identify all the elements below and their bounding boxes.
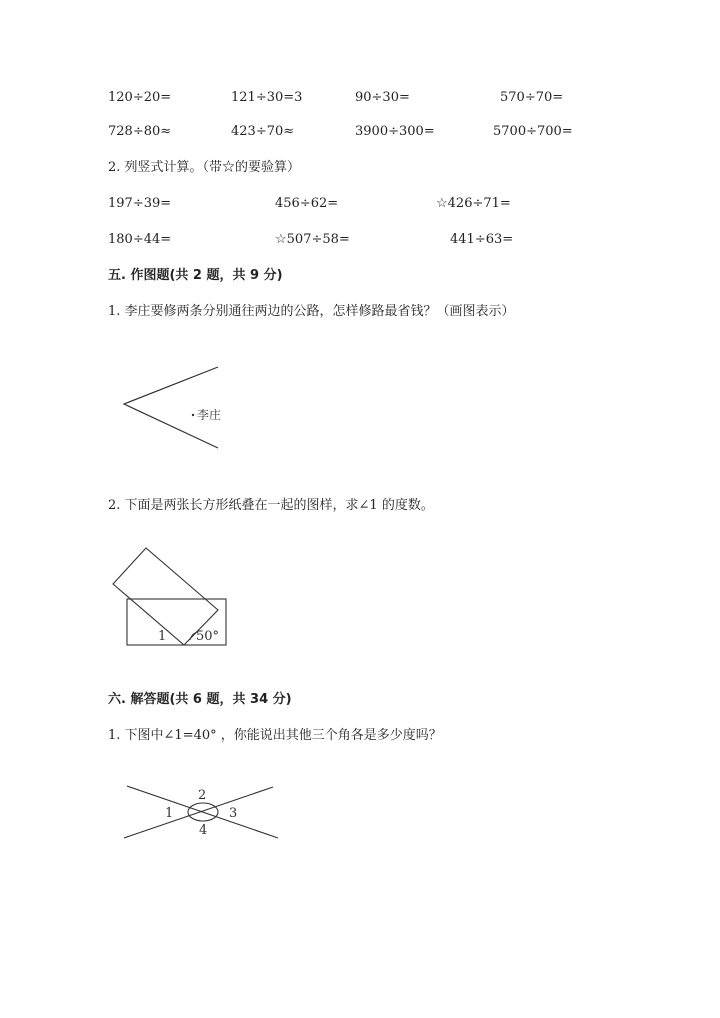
vertical-item: ☆426÷71= (436, 196, 511, 211)
question-road: 1. 李庄要修两条分别通往两边的公路，怎样修路最省钱？（画图表示） (108, 304, 515, 319)
vertical-item: ☆507÷58= (275, 232, 350, 247)
village-label: 李庄 (197, 408, 222, 422)
vertical-item: 456÷62= (275, 196, 339, 211)
calc-item: 423÷70≈ (231, 124, 295, 139)
vertical-item: 441÷63= (450, 232, 514, 247)
section-heading-answers: 六. 解答题(共 6 题，共 34 分) (108, 692, 292, 707)
calc-item: 570÷70= (500, 90, 564, 105)
calc-item: 728÷80≈ (108, 124, 172, 139)
angle-one-label: 1 (158, 629, 167, 644)
angle-fifty-label: 50° (196, 629, 220, 644)
question-overlap: 2. 下面是两张长方形纸叠在一起的图样，求∠1 的度数。 (108, 498, 434, 513)
calc-item: 3900÷300= (355, 124, 435, 139)
vertical-item: 197÷39= (108, 196, 172, 211)
question-angles: 1. 下图中∠1=40° ，你能说出其他三个角各是多少度吗？ (108, 728, 442, 743)
angle-label-1: 1 (165, 806, 174, 821)
vertical-item: 180÷44= (108, 232, 172, 247)
section-heading-drawing: 五. 作图题(共 2 题，共 9 分) (108, 268, 283, 283)
calc-item: 121÷30=3 (231, 90, 303, 105)
angle-label-2: 2 (198, 788, 207, 803)
angle-label-4: 4 (199, 823, 208, 838)
angle-label-3: 3 (229, 806, 238, 821)
calc-item: 90÷30= (355, 90, 410, 105)
calc-item: 5700÷700= (493, 124, 573, 139)
calc-item: 120÷20= (108, 90, 172, 105)
question-vertical-calc: 2. 列竖式计算。（带☆的要验算） (108, 160, 301, 175)
